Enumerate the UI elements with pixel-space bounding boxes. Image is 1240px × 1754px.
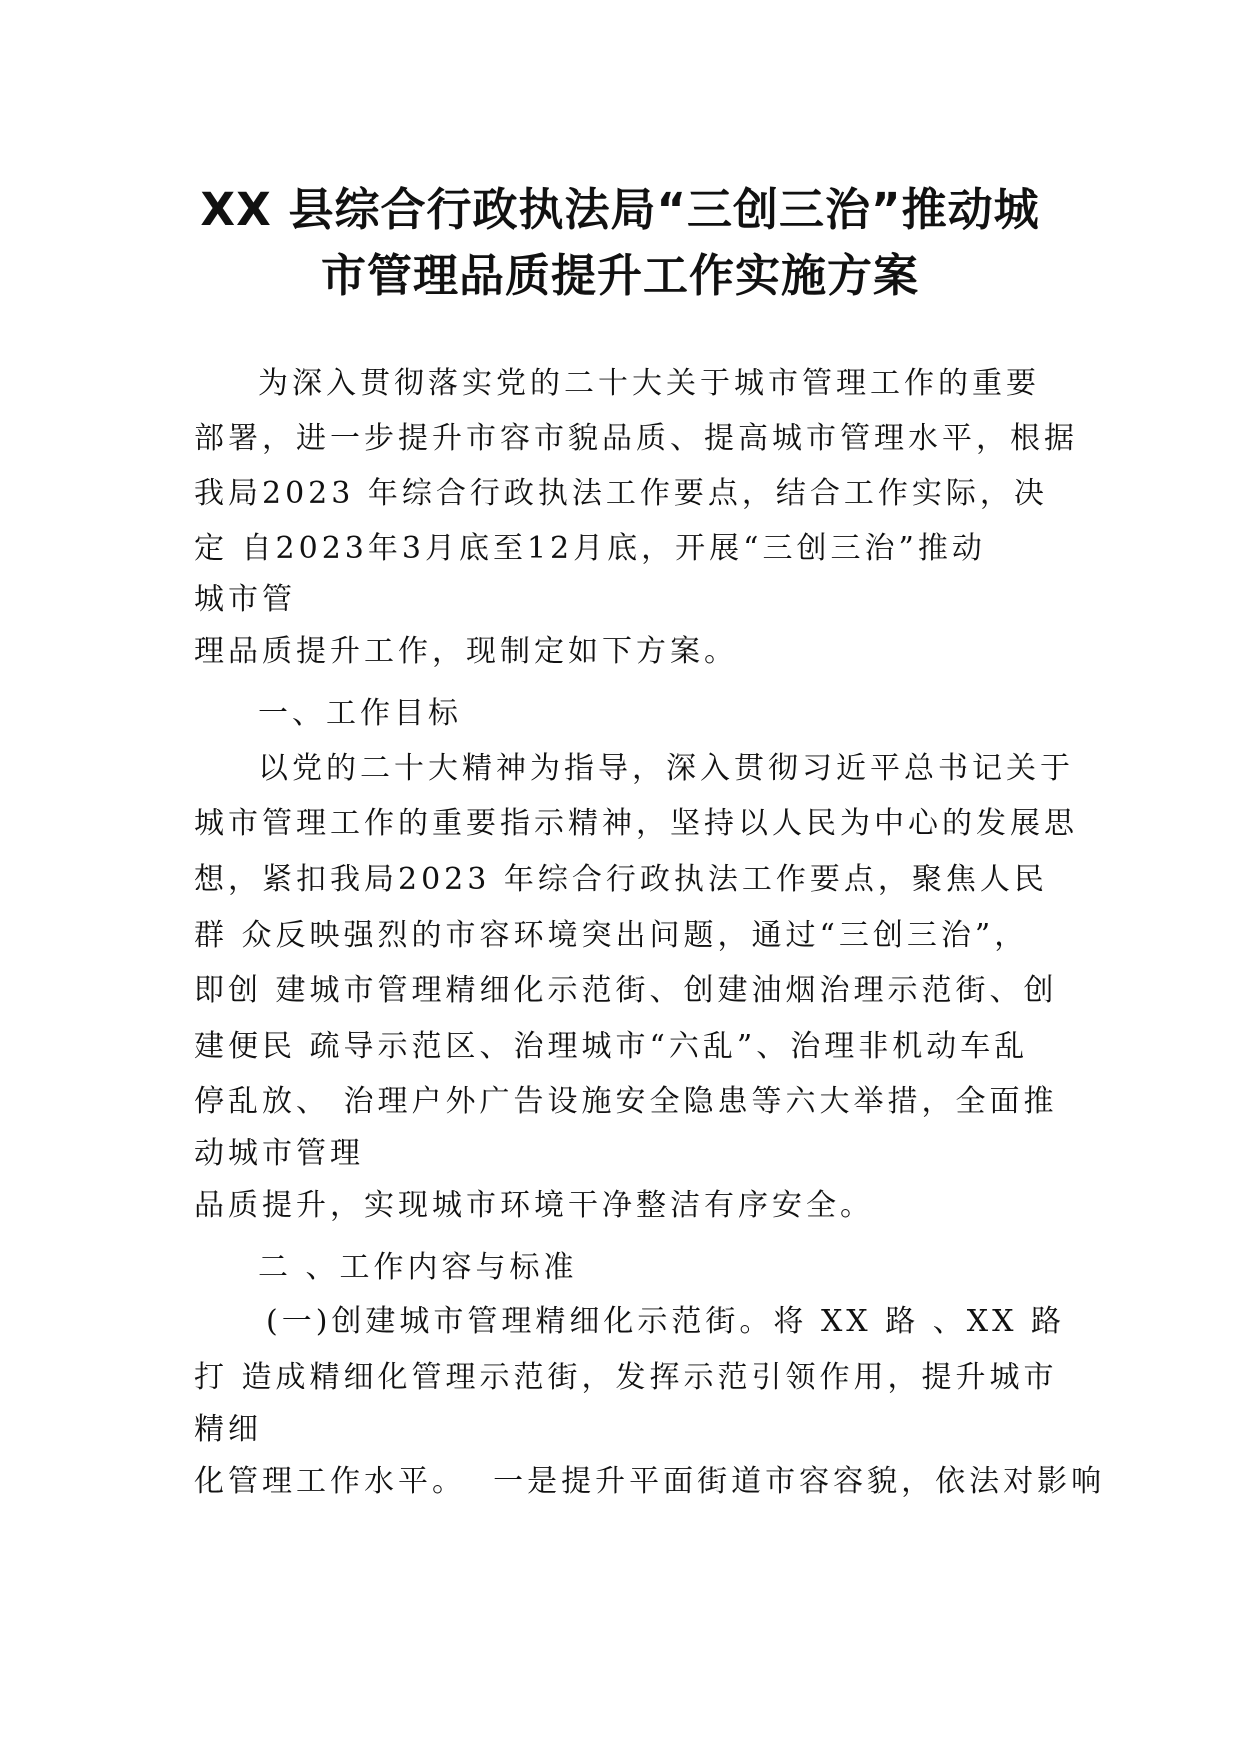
- body-line-8: 以党的二十大精神为指导，深入贯彻习近平总书记关于: [258, 751, 1074, 786]
- body-line-11: 群 众反映强烈的市容环境突出问题，通过“三创三治”，: [194, 918, 1029, 953]
- body-line-10: 想，紧扣我局2023 年综合行政执法工作要点，聚焦人民: [194, 862, 1048, 897]
- body-line-14: 停乱放、 治理户外广告设施安全隐患等六大举措，全面推: [194, 1084, 1058, 1119]
- body-line-13: 建便民 疏导示范区、治理城市“六乱”、治理非机动车乱: [194, 1029, 1029, 1064]
- body-line-21: 化管理工作水平。 一是提升平面街道市容容貌，依法对影响: [194, 1464, 1106, 1499]
- document-title-line-2: 市管理品质提升工作实施方案: [320, 249, 919, 302]
- body-line-6: 理品质提升工作，现制定如下方案。: [194, 634, 738, 669]
- body-line-19: 打 造成精细化管理示范街，发挥示范引领作用，提升城市: [194, 1360, 1058, 1395]
- body-line-4: 定 自2023年3月底至12月底，开展“三创三治”推动: [194, 531, 986, 566]
- body-line-12: 即创 建城市管理精细化示范街、创建油烟治理示范街、创: [194, 973, 1058, 1008]
- body-line-20: 精细: [194, 1412, 262, 1447]
- body-line-16: 品质提升，实现城市环境干净整洁有序安全。: [194, 1188, 874, 1223]
- body-line-1: 为深入贯彻落实党的二十大关于城市管理工作的重要: [258, 366, 1040, 401]
- document-title-line-1: XX 县综合行政执法局“三创三治”推动城: [200, 183, 1040, 236]
- body-line-15: 动城市管理: [194, 1136, 364, 1171]
- section-heading-1: 一、工作目标: [258, 696, 462, 731]
- subsection-line-1: (一)创建城市管理精细化示范街。将 XX 路 、XX 路: [266, 1304, 1065, 1339]
- body-line-9: 城市管理工作的重要指示精神，坚持以人民为中心的发展思: [194, 806, 1078, 841]
- body-line-2: 部署，进一步提升市容市貌品质、提高城市管理水平，根据: [194, 421, 1078, 456]
- body-line-5: 城市管: [194, 582, 296, 617]
- body-line-3: 我局2023 年综合行政执法工作要点，结合工作实际，决: [194, 476, 1048, 511]
- section-heading-2: 二 、工作内容与标准: [258, 1250, 578, 1285]
